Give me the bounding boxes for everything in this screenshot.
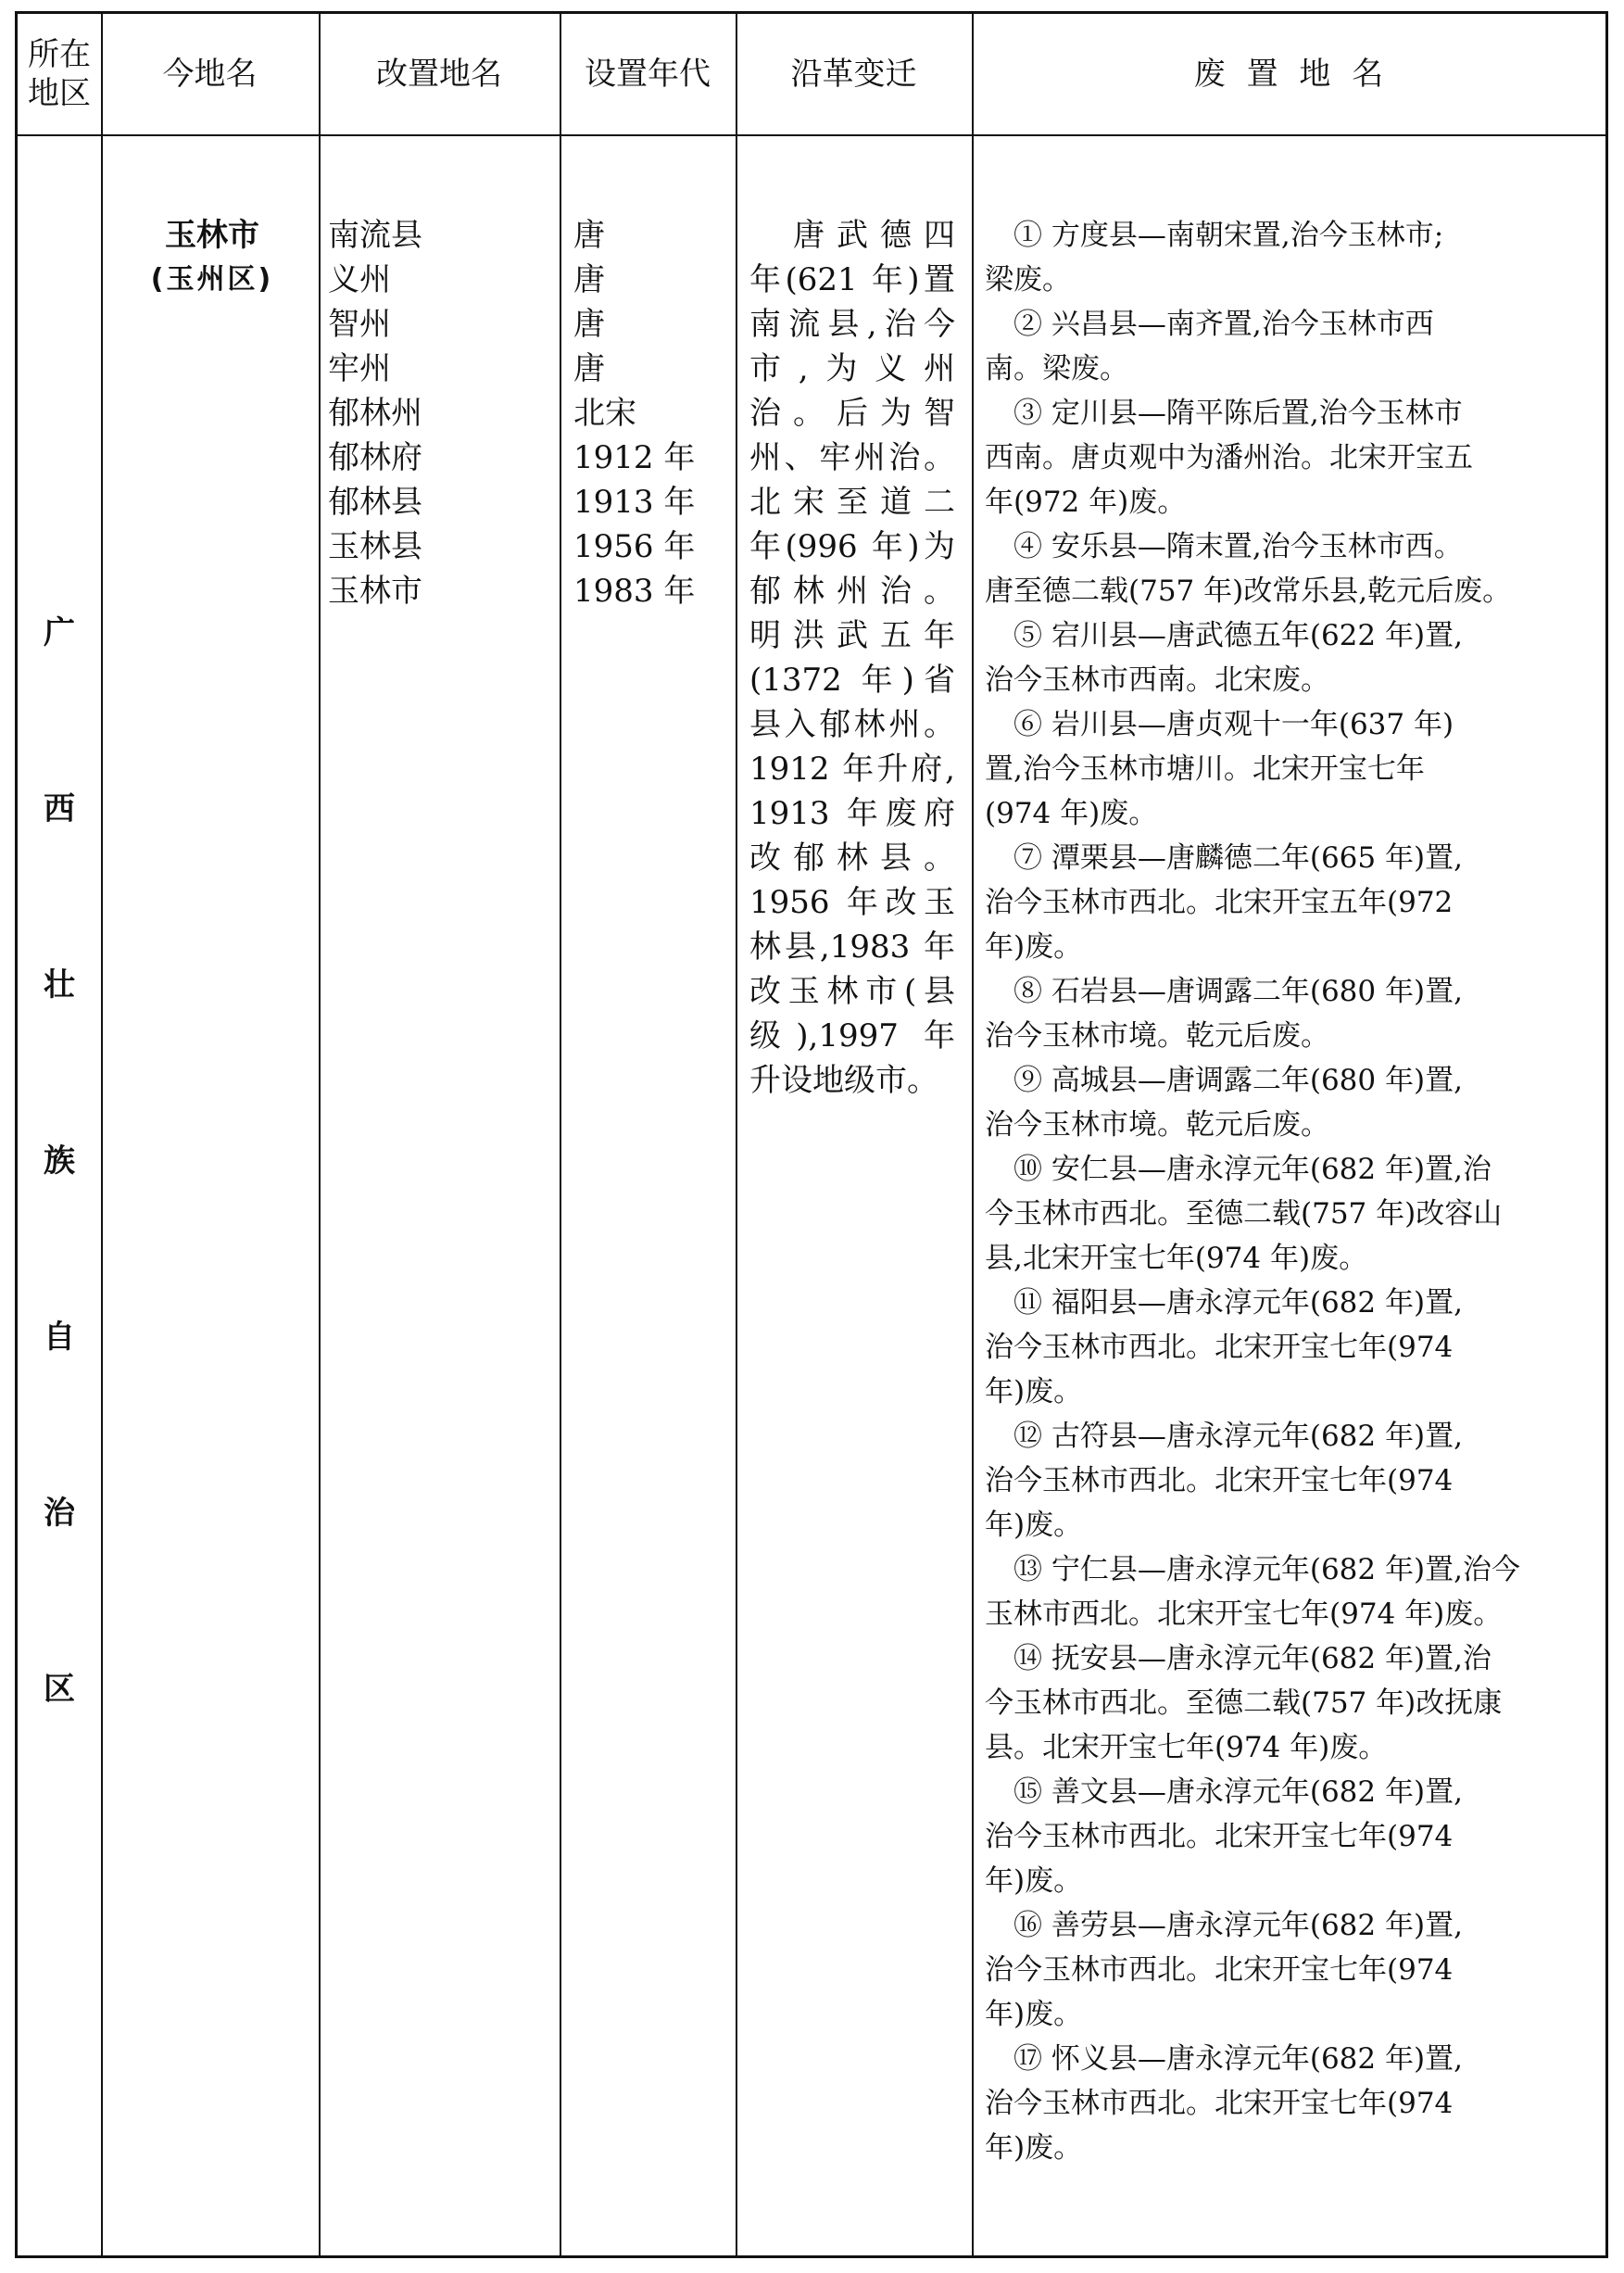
- header-region-line2: 地区: [28, 75, 91, 112]
- set-eras-list: [573, 213, 722, 613]
- abolished-entry: [985, 1636, 1578, 1770]
- region-char: 西: [44, 790, 75, 827]
- set-era-item: 1956 年: [573, 528, 696, 565]
- changed-name-item: 玉林县: [328, 528, 422, 565]
- header-changed-name: 改置地名: [376, 55, 502, 93]
- today-name-cell: [110, 213, 314, 302]
- column-divider: [319, 14, 321, 2255]
- header-history: 沿革变迁: [790, 55, 917, 93]
- changed-name-item: 郁林府: [328, 439, 422, 476]
- region-char: 治: [44, 1495, 75, 1532]
- abolished-entry-line: 今玉林市西北。至德二载(757 年)改容山: [985, 1197, 1503, 1231]
- abolished-entry: [985, 969, 1578, 1058]
- history-text: [749, 213, 955, 1103]
- history-line: 升设地级市。: [749, 1062, 938, 1099]
- region-label: [18, 607, 101, 1839]
- abolished-entry-line: ⑪ 福阳县—唐永淳元年(682 年)置,: [985, 1286, 1463, 1320]
- abolished-entry-line: ② 兴昌县—南齐置,治今玉林市西: [985, 308, 1434, 341]
- abolished-entry: [985, 613, 1578, 702]
- abolished-entry-line: 年)废。: [985, 1998, 1083, 2031]
- history-line: 级),1997 年: [749, 1017, 955, 1054]
- abolished-entry-line: 梁废。: [985, 263, 1071, 297]
- abolished-entry-line: 西南。唐贞观中为潘州治。北宋开宝五: [985, 441, 1473, 474]
- gazetteer-table: [15, 11, 1608, 2258]
- abolished-entry: [985, 1281, 1578, 1414]
- history-line: (1372 年)省: [749, 662, 955, 699]
- history-line: 市,为义州: [749, 350, 955, 387]
- abolished-entry-line: 年)废。: [985, 1509, 1083, 1542]
- history-line: 州、牢州治。: [749, 439, 955, 476]
- region-char: 自: [44, 1319, 75, 1356]
- column-divider: [101, 14, 103, 2255]
- abolished-entry-line: ⑭ 抚安县—唐永淳元年(682 年)置,治: [985, 1642, 1492, 1675]
- abolished-entry-line: 治今玉林市西北。北宋开宝七年(974: [985, 2087, 1454, 2120]
- history-line: 南流县,治今: [749, 306, 955, 343]
- changed-name-item: 郁林县: [328, 484, 422, 521]
- abolished-entry-line: ⑤ 宕川县—唐武德五年(622 年)置,: [985, 619, 1463, 652]
- region-char: 广: [44, 614, 75, 651]
- today-subname: (玉州区): [150, 263, 274, 296]
- header-region-line1: 所在: [28, 35, 91, 73]
- abolished-entry-line: 年)废。: [985, 2131, 1083, 2165]
- set-era-item: 1983 年: [573, 573, 696, 610]
- abolished-entry-line: ③ 定川县—隋平陈后置,治今玉林市: [985, 397, 1463, 430]
- abolished-entry: [985, 1547, 1578, 1636]
- abolished-entry-line: 县,北宋开宝七年(974 年)废。: [985, 1242, 1368, 1275]
- column-divider: [560, 14, 561, 2255]
- abolished-entry-line: 玉林市西北。北宋开宝七年(974 年)废。: [985, 1597, 1503, 1631]
- abolished-entry: [985, 1147, 1578, 1281]
- changed-name-item: 郁林州: [328, 395, 422, 432]
- abolished-entry-line: 年(972 年)废。: [985, 486, 1187, 519]
- history-line: 县入郁林州。: [749, 706, 955, 743]
- header-today-name: 今地名: [162, 55, 258, 93]
- abolished-entry-line: ⑫ 古符县—唐永淳元年(682 年)置,: [985, 1420, 1463, 1453]
- abolished-entry: [985, 524, 1578, 613]
- abolished-entry-line: 治今玉林市西北。北宋开宝七年(974: [985, 1464, 1454, 1497]
- changed-name-item: 南流县: [328, 217, 422, 254]
- header-divider: [18, 134, 1605, 136]
- history-line: 1956 年改玉: [749, 884, 955, 921]
- abolished-entry-line: (974 年)废。: [985, 797, 1158, 830]
- changed-name-item: 智州: [328, 306, 391, 343]
- abolished-entry-line: 治今玉林市西北。北宋开宝七年(974: [985, 1820, 1454, 1853]
- abolished-entry-line: ⑨ 高城县—唐调露二年(680 年)置,: [985, 1064, 1463, 1097]
- set-era-item: 唐: [573, 350, 605, 387]
- history-line: 1913 年废府: [749, 795, 955, 832]
- history-line: 改玉林市(县: [749, 973, 955, 1010]
- history-line: 治。后为智: [749, 395, 955, 432]
- abolished-entry-line: 治今玉林市境。乾元后废。: [985, 1019, 1329, 1053]
- abolished-entry: [985, 702, 1578, 836]
- abolished-entry-line: 县。北宋开宝七年(974 年)废。: [985, 1731, 1388, 1764]
- changed-name-item: 玉林市: [328, 573, 422, 610]
- abolished-entry-line: 治今玉林市西南。北宋废。: [985, 663, 1329, 697]
- set-era-item: 唐: [573, 261, 605, 298]
- abolished-entry-line: 今玉林市西北。至德二载(757 年)改抚康: [985, 1686, 1503, 1720]
- column-divider: [736, 14, 737, 2255]
- region-char: 族: [44, 1143, 75, 1180]
- abolished-list: [985, 213, 1578, 2170]
- abolished-entry-line: 治今玉林市西北。北宋开宝七年(974: [985, 1331, 1454, 1364]
- header-abolished: 废 置 地 名: [1193, 55, 1390, 93]
- abolished-entry-line: ⑥ 岩川县—唐贞观十一年(637 年): [985, 708, 1454, 741]
- header-set-era: 设置年代: [585, 55, 711, 93]
- region-char: 壮: [44, 966, 75, 1004]
- set-era-item: 北宋: [573, 395, 636, 432]
- abolished-entry-line: ④ 安乐县—隋末置,治今玉林市西。: [985, 530, 1463, 563]
- set-era-item: 1912 年: [573, 439, 696, 476]
- abolished-entry: [985, 1058, 1578, 1147]
- abolished-entry: [985, 1770, 1578, 1903]
- today-name: 玉林市: [165, 217, 259, 254]
- abolished-entry-line: 年)废。: [985, 930, 1083, 964]
- history-line: 明洪武五年: [749, 617, 955, 654]
- changed-name-item: 义州: [328, 261, 391, 298]
- history-line: 年(996 年)为: [749, 528, 955, 565]
- abolished-entry-line: 置,治今玉林市塘川。北宋开宝七年: [985, 752, 1425, 786]
- abolished-entry-line: 治今玉林市西北。北宋开宝七年(974: [985, 1953, 1454, 1987]
- region-char: 区: [44, 1671, 75, 1708]
- abolished-entry-line: ⑰ 怀义县—唐永淳元年(682 年)置,: [985, 2042, 1463, 2076]
- abolished-entry-line: ① 方度县—南朝宋置,治今玉林市;: [985, 219, 1444, 252]
- abolished-entry-line: ⑮ 善文县—唐永淳元年(682 年)置,: [985, 1775, 1463, 1809]
- column-divider: [972, 14, 974, 2255]
- header-region: [18, 14, 101, 134]
- set-era-item: 唐: [573, 306, 605, 343]
- abolished-entry: [985, 391, 1578, 524]
- abolished-entry-line: 唐至德二载(757 年)改常乐县,乾元后废。: [985, 575, 1512, 608]
- abolished-entry-line: ⑩ 安仁县—唐永淳元年(682 年)置,治: [985, 1153, 1492, 1186]
- abolished-entry-line: ⑯ 善劳县—唐永淳元年(682 年)置,: [985, 1909, 1463, 1942]
- abolished-entry-line: 治今玉林市西北。北宋开宝五年(972: [985, 886, 1454, 919]
- abolished-entry: [985, 836, 1578, 969]
- abolished-entry: [985, 302, 1578, 391]
- abolished-entry: [985, 1414, 1578, 1547]
- abolished-entry-line: 南。梁废。: [985, 352, 1128, 385]
- abolished-entry-line: ⑬ 宁仁县—唐永淳元年(682 年)置,治今: [985, 1553, 1520, 1586]
- history-line: 1912 年升府,: [749, 751, 955, 788]
- set-era-item: 1913 年: [573, 484, 696, 521]
- abolished-entry-line: ⑧ 石岩县—唐调露二年(680 年)置,: [985, 975, 1463, 1008]
- abolished-entry: [985, 213, 1578, 302]
- history-line: 北宋至道二: [749, 484, 955, 521]
- abolished-entry: [985, 2037, 1578, 2170]
- history-line: 林县,1983 年: [749, 928, 955, 966]
- abolished-entry: [985, 1903, 1578, 2037]
- history-line: 改郁林县。: [749, 840, 955, 877]
- abolished-entry-line: 年)废。: [985, 1864, 1083, 1898]
- history-line: 唐武德四: [749, 217, 955, 254]
- abolished-entry-line: 治今玉林市境。乾元后废。: [985, 1108, 1329, 1142]
- history-line: 年(621 年)置: [749, 261, 955, 298]
- changed-name-item: 牢州: [328, 350, 391, 387]
- set-era-item: 唐: [573, 217, 605, 254]
- history-line: 郁林州治。: [749, 573, 955, 610]
- abolished-entry-line: ⑦ 潭栗县—唐麟德二年(665 年)置,: [985, 841, 1463, 875]
- changed-names-list: [328, 213, 550, 613]
- abolished-entry-line: 年)废。: [985, 1375, 1083, 1408]
